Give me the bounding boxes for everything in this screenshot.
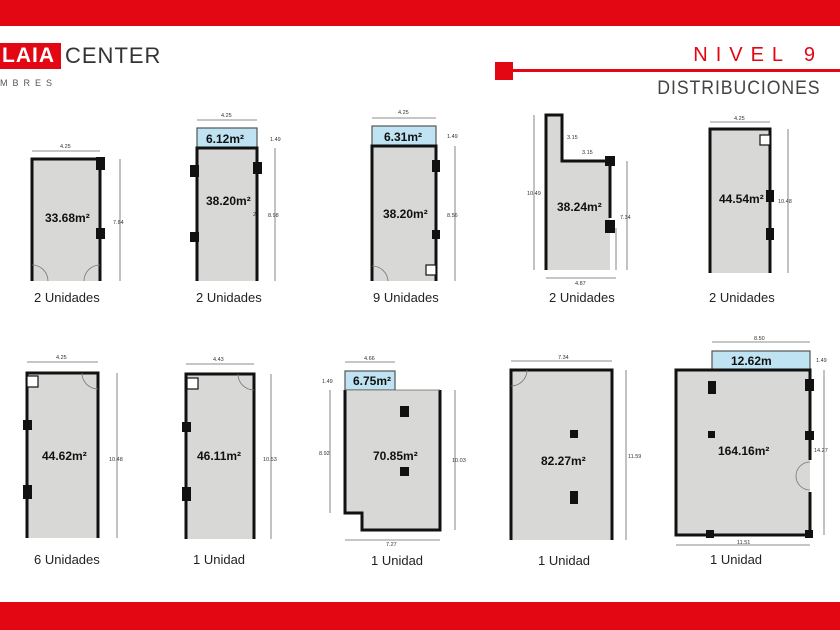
plan-4-area: 38.24m²: [557, 200, 602, 214]
logo-mark: LAIA: [0, 43, 61, 69]
plan-8: [319, 356, 466, 568]
logo-tagline: MBRES: [0, 78, 58, 88]
plan-8-area: 70.85m²: [373, 449, 418, 463]
plan-10-top: 8.50: [754, 336, 765, 342]
plan-1: [32, 144, 124, 305]
plan-5-units: 2 Unidades: [709, 290, 775, 305]
plan-6-units: 6 Unidades: [34, 552, 100, 567]
plan-4-top: 3.15: [567, 135, 578, 141]
plan-10-area: 164.16m²: [718, 444, 770, 458]
plan-10-balcony-area: 12.62m: [731, 354, 772, 368]
plan-2-balcony-area: 6.12m²: [206, 132, 245, 146]
plan-7: [182, 357, 277, 567]
plan-2-units: 2 Unidades: [196, 290, 262, 305]
plan-9: [511, 355, 641, 568]
plan-6-area: 44.62m²: [42, 449, 87, 463]
plan-10-units: 1 Unidad: [710, 552, 763, 567]
plan-1-area: 33.68m²: [45, 211, 90, 225]
plan-2-width: 4.25: [221, 113, 232, 119]
plan-1-width: 4.25: [60, 144, 71, 150]
plan-7-units: 1 Unidad: [193, 552, 246, 567]
plan-8-height: 10.03: [452, 458, 466, 464]
plan-4-units: 2 Unidades: [549, 290, 615, 305]
plan-3-balcony-area: 6.31m²: [384, 130, 423, 144]
plan-4-height: 10.49: [527, 191, 541, 197]
plan-1-units: 2 Unidades: [34, 290, 100, 305]
plan-3-units: 9 Unidades: [373, 290, 439, 305]
plan-8-left: 8.92: [319, 451, 330, 457]
plan-3-area: 38.20m²: [383, 207, 428, 221]
plan-6-height: 10.48: [109, 457, 123, 463]
plan-4-step: 3.15: [582, 150, 593, 156]
plan-5-height: 10.48: [778, 199, 792, 205]
plan-2: [190, 113, 281, 305]
plan-1-height: 7.84: [113, 220, 124, 226]
plan-2-side-mark: 2: [253, 212, 257, 218]
plan-9-height: 11.59: [628, 454, 642, 460]
plan-3-height: 8.56: [447, 213, 458, 219]
plan-8-units: 1 Unidad: [371, 553, 424, 568]
plan-10-height: 14.27: [814, 448, 828, 454]
plan-2-area: 38.20m²: [206, 194, 251, 208]
plan-5-width: 4.25: [734, 116, 745, 122]
plan-9-units: 1 Unidad: [538, 553, 591, 568]
plan-8-width: 7.27: [386, 542, 397, 548]
plan-4-width: 4.87: [575, 281, 586, 287]
plan-3-balcony-depth: 1.49: [447, 134, 458, 140]
plan-10: [676, 336, 828, 567]
plan-5-area: 44.54m²: [719, 192, 764, 206]
plan-4-right: 7.34: [620, 215, 631, 221]
page-subtitle: DISTRIBUCIONES: [657, 78, 821, 99]
plan-7-width: 4.43: [213, 357, 224, 363]
plan-8-balcony-depth: 1.49: [322, 379, 333, 385]
plan-10-width: 11.51: [737, 540, 751, 546]
plan-7-area: 46.11m²: [197, 449, 242, 463]
plan-10-balcony-depth: 1.49: [816, 358, 827, 364]
plan-3: [372, 110, 458, 305]
plan-2-balcony-depth: 1.49: [270, 137, 281, 143]
plan-5: [709, 116, 792, 305]
plan-6-width: 4.25: [56, 355, 67, 361]
plan-9-width: 7.34: [558, 355, 569, 361]
plan-8-balcony-area: 6.75m²: [353, 374, 392, 388]
plan-2-height: 8.98: [268, 213, 279, 219]
level-title: NIVEL 9: [693, 44, 823, 66]
plan-3-width: 4.25: [398, 110, 409, 116]
plan-6: [23, 355, 123, 567]
plan-4: [527, 115, 631, 305]
plan-8-top: 4.66: [364, 356, 375, 362]
logo-wordmark: CENTER: [65, 43, 162, 68]
bottom-red-band: [0, 602, 840, 630]
plan-9-area: 82.27m²: [541, 454, 586, 468]
plan-7-height: 10.53: [263, 457, 277, 463]
